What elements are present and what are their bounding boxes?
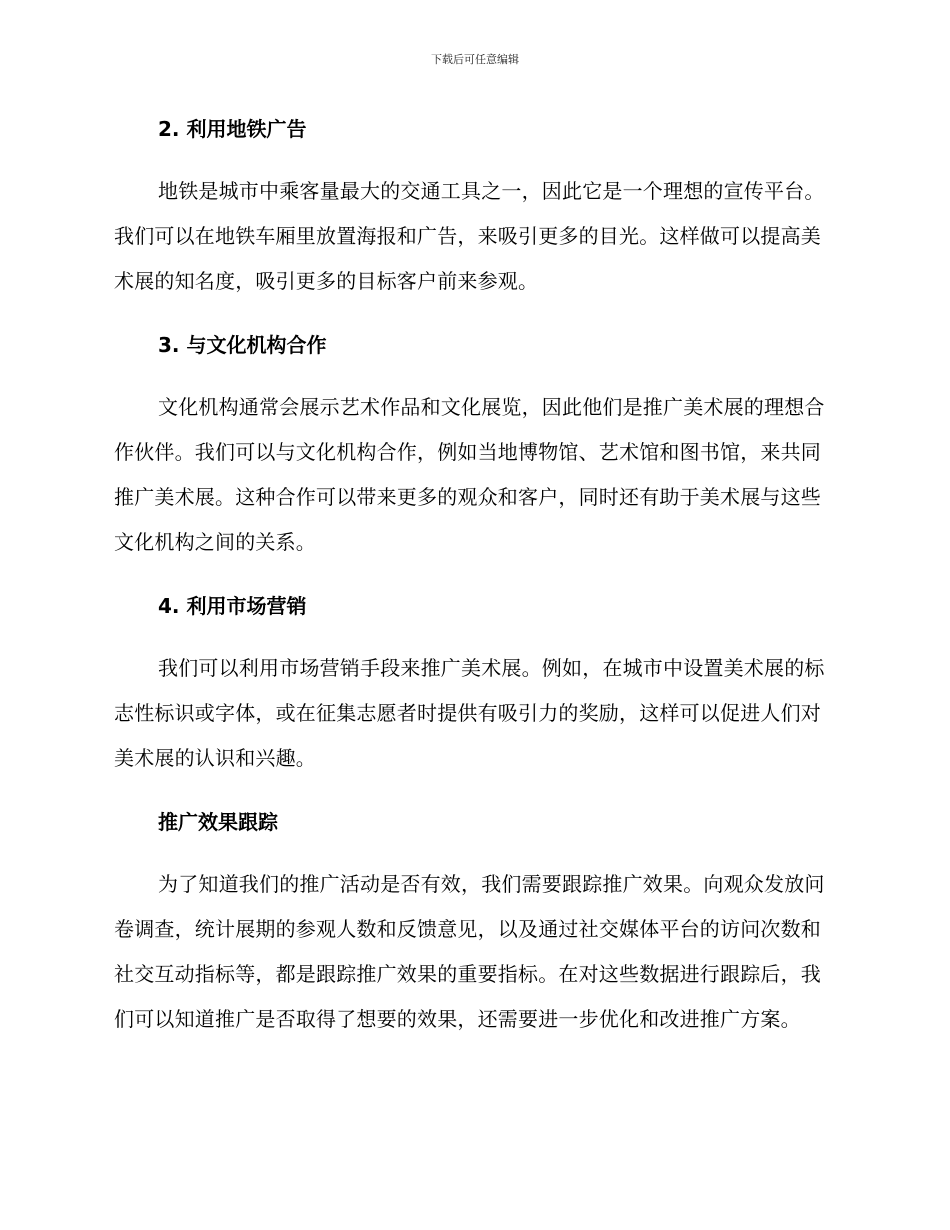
section-heading-subway-ads: 2. 利用地铁广告 [158, 117, 307, 141]
section-paragraph-cultural-partners: 文化机构通常会展示艺术作品和文化展览，因此他们是推广美术展的理想合作伙伴。我们可以与文化机构合作，例如当地博物馆、艺术馆和图书馆，来共同推广美术展。这种合作可以带来更多的观众和客户，同时还有助于美术展与这些文化机构之间的关系。 [114, 395, 825, 554]
section-paragraph-marketing: 我们可以利用市场营销手段来推广美术展。例如，在城市中设置美术展的标志性标识或字体，或在征集志愿者时提供有吸引力的奖励，这样可以促进人们对美术展的认识和兴趣。 [114, 656, 825, 770]
section-heading-cultural-partners: 3. 与文化机构合作 [158, 333, 327, 357]
section-heading-marketing: 4. 利用市场营销 [158, 594, 307, 618]
section-heading-tracking: 推广效果跟踪 [158, 810, 278, 834]
section-paragraph-tracking: 为了知道我们的推广活动是否有效，我们需要跟踪推广效果。向观众发放问卷调查，统计展期的参观人数和反馈意见，以及通过社交媒体平台的访问次数和社交互动指标等，都是跟踪推广效果的重要指标。在对这些数据进行跟踪后，我们可以知道推广是否取得了想要的效果，还需要进一步优化和改进推广方案。 [114, 872, 825, 1031]
page-header: 下载后可任意编辑 [431, 53, 519, 66]
section-paragraph-subway-ads: 地铁是城市中乘客量最大的交通工具之一，因此它是一个理想的宣传平台。我们可以在地铁车厢里放置海报和广告，来吸引更多的目光。这样做可以提高美术展的知名度，吸引更多的目标客户前来参观。 [114, 179, 825, 293]
document-body [114, 112, 834, 1042]
